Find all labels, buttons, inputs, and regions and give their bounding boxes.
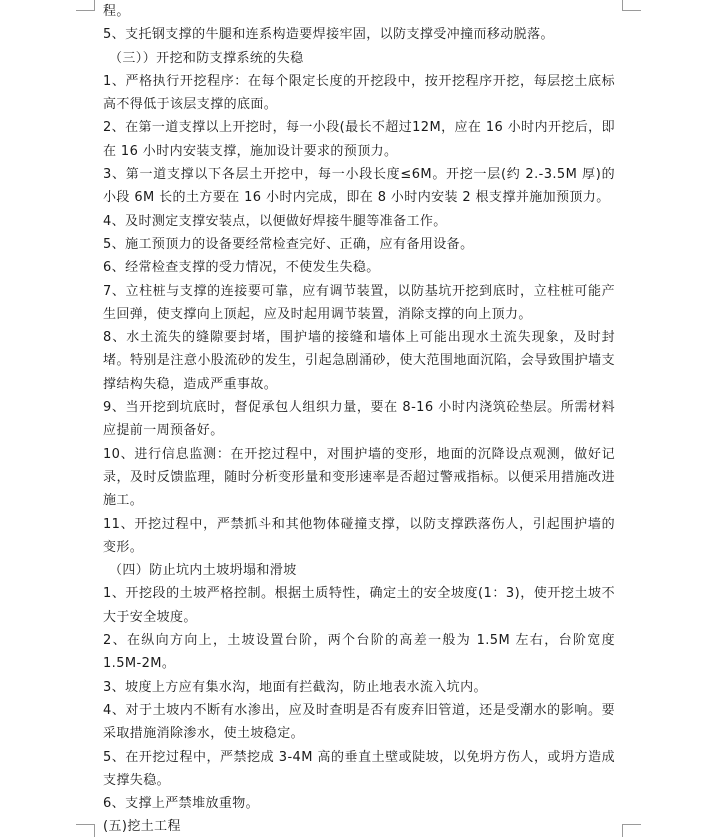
paragraph-item: 1、开挖段的土坡严格控制。根据土质特性，确定土的安全坡度(1：3)，使开挖土坡不大于安全坡度。 xyxy=(103,586,615,625)
section-heading: （三））开挖和防支撑系统的失稳 xyxy=(109,50,304,66)
paragraph-item: 3、坡度上方应有集水沟，地面有拦截沟，防止地表水流入坑内。 xyxy=(103,679,487,695)
paragraph-item: 9、当开挖到坑底时，督促承包人组织力量，要在 8-16 小时内浇筑砼垫层。所需材料应提前一周预备好。 xyxy=(103,400,615,439)
paragraph-item: 8、水土流失的缝隙要封堵，围护墙的接缝和墙体上可能出现水土流失现象，及时封堵。特别是注意小股流砂的发生，引起急剧涌砂，使大范围地面沉陷，会导致围护墙支撑结构失稳，造成严重事故。 xyxy=(103,330,615,392)
document-body xyxy=(103,0,615,839)
paragraph-item: 2、在第一道支撑以上开挖时，每一小段(最长不超过12M，应在 16 小时内开挖后，即在 16 小时内安装支撑，施加设计要求的预顶力。 xyxy=(103,120,615,159)
paragraph-item: 5、支托钢支撑的牛腿和连系构造要焊接牢固，以防支撑受冲撞而移动脱落。 xyxy=(103,27,554,43)
paragraph-item: 10、进行信息监测：在开挖过程中，对围护墙的变形，地面的沉降设点观测，做好记录，及时反馈监理，随时分析变形量和变形速率是否超过警戒指标。以便采用措施改进施工。 xyxy=(103,446,615,509)
paragraph-item: 11、开挖过程中，严禁抓斗和其他物体碰撞支撑，以防支撑跌落伤人，引起围护墙的变形。 xyxy=(103,516,615,555)
paragraph-continuation: 程。 xyxy=(103,4,130,19)
paragraph-item: 4、及时测定支撑安装点，以便做好焊接牛腿等准备工作。 xyxy=(103,213,447,229)
crop-mark-bottom-right xyxy=(622,824,641,837)
crop-mark-top-left xyxy=(76,0,95,11)
paragraph-item: 7、立柱桩与支撑的连接要可靠，应有调节装置，以防基坑开挖到底时，立柱桩可能产生回弹，使支撑向上顶起，应及时起用调节装置，消除支撑的向上顶力。 xyxy=(103,283,615,322)
paragraph-item: 5、施工预顶力的设备要经常检查完好、正确，应有备用设备。 xyxy=(103,236,474,252)
paragraph-item: 4、对于土坡内不断有水渗出，应及时查明是否有废弃旧管道，还是受潮水的影响。要采取措施消除渗水，使土坡稳定。 xyxy=(103,702,615,742)
paragraph-item: 6、经常检查支撑的受力情况，不使发生失稳。 xyxy=(103,260,380,276)
paragraph-item: 3、第一道支撑以下各层土开挖中，每一小段长度≤6M。开挖一层(约 2.-3.5M 厚)的小段 6M 长的土方要在 16 小时内完成，即在 8 小时内安装 2 根支撑并施加预顶力。 xyxy=(103,167,615,206)
section-heading: （四）防止坑内土坡坍塌和滑坡 xyxy=(109,563,297,579)
crop-mark-top-right xyxy=(622,0,641,11)
paragraph-item: 6、支撑上严禁堆放重物。 xyxy=(103,796,260,812)
crop-mark-bottom-left xyxy=(76,824,95,837)
section-heading: (五)挖土工程 xyxy=(103,819,181,835)
paragraph-item: 5、在开挖过程中，严禁挖成 3-4M 高的垂直土壁或陡坡，以免坍方伤人，或坍方造成支撑失稳。 xyxy=(103,749,615,788)
paragraph-item: 2、在纵向方向上，土坡设置台阶，两个台阶的高差一般为 1.5M 左右，台阶宽度 1.5M-2M。 xyxy=(103,633,615,672)
paragraph-item: 1、严格执行开挖程序：在每个限定长度的开挖段中，按开挖程序开挖，每层挖土底标高不得低于该层支撑的底面。 xyxy=(103,73,615,113)
